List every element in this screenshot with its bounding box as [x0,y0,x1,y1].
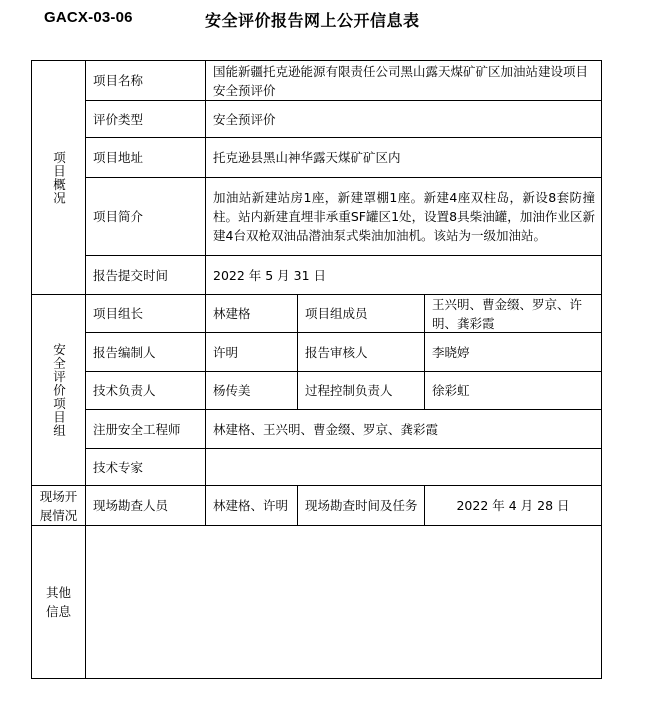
section-label-overview-text: 项目概况 [51,150,67,205]
value-summary: 加油站新建站房1座，新建罩棚1座。新建4座双柱岛，新设8套防撞柱。站内新建直埋非承重SF罐区1处，设置8具柴油罐，加油作业区新建4台双枪双油品潜油泵式柴油加油机。该站为一级加油站。 [213,190,595,243]
section-label-team-text: 安全评价项目组 [51,342,67,438]
label-summary: 项目简介 [93,209,144,224]
label-report-author: 报告编制人 [93,344,156,360]
label-address: 项目地址 [93,150,144,165]
label-eval-type: 评价类型 [93,111,144,127]
grid-line [31,678,602,679]
label-tech-lead: 技术负责人 [93,383,156,398]
value-safety-engineers: 林建格、王兴明、曹金缀、罗京、龚彩霞 [213,421,439,437]
value-tech-lead: 杨传美 [213,383,251,398]
value-eval-type: 安全预评价 [213,111,276,127]
value-project-name: 国能新疆托克逊能源有限责任公司黑山露天煤矿矿区加油站建设项目安全预评价 [213,63,589,98]
label-team-leader: 项目组长 [93,306,144,321]
label-project-name: 项目名称 [93,73,144,88]
value-surveyors: 林建格、许明 [213,498,289,513]
value-report-author: 许明 [213,344,239,360]
label-submit-date: 报告提交时间 [93,267,169,283]
label-tech-experts: 技术专家 [93,459,144,475]
value-other-info [86,526,601,678]
value-process-control: 徐彩虹 [432,383,470,398]
label-surveyors: 现场勘查人员 [93,498,169,513]
section-label-team [32,295,85,485]
label-process-control: 过程控制负责人 [305,383,393,398]
value-submit-date: 2022 年 5 月 31 日 [213,267,327,283]
label-report-reviewer: 报告审核人 [305,344,368,360]
section-label-site: 现场开展情况 [39,488,78,523]
grid-line [601,60,602,679]
value-address: 托克逊县黑山神华露天煤矿矿区内 [213,150,401,165]
document-code: GACX-03-06 [44,9,133,26]
value-survey-time: 2022 年 4 月 28 日 [456,498,570,513]
section-label-other: 其他信息 [45,585,71,619]
value-tech-experts [206,449,601,485]
info-table [31,60,602,679]
value-report-reviewer: 李晓婷 [432,344,470,360]
label-team-members: 项目组成员 [305,306,368,321]
label-survey-time: 现场勘查时间及任务 [305,498,418,513]
section-label-overview [32,61,85,294]
value-team-members: 王兴明、曹金缀、罗京、许明、龚彩霞 [432,296,583,331]
document-title: 安全评价报告网上公开信息表 [205,11,420,30]
label-safety-engineers: 注册安全工程师 [93,421,181,437]
value-team-leader: 林建格 [213,306,251,321]
